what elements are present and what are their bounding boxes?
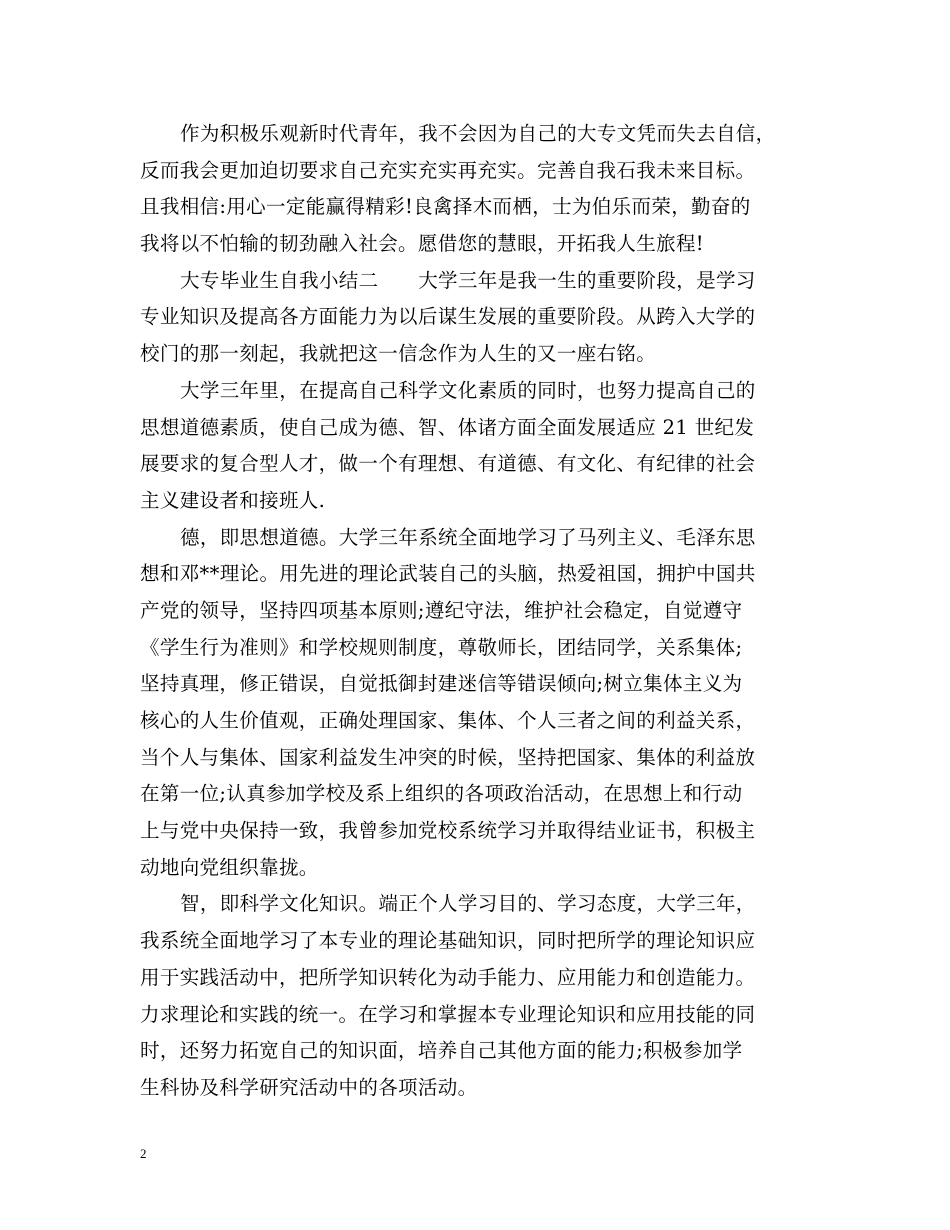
text-line: 坚持真理，修正错误，自觉抵御封建迷信等错误倾向;树立集体主义为	[140, 672, 743, 696]
text-line: 德，即思想道德。大学三年系统全面地学习了马列主义、毛泽东思	[180, 525, 756, 549]
text-line: 展要求的复合型人才，做一个有理想、有道德、有文化、有纪律的社会	[140, 452, 756, 476]
text-line: 大专毕业生自我小结二 大学三年是我一生的重要阶段，是学习	[180, 268, 756, 292]
body-text	[140, 116, 830, 1107]
text-line: 且我相信:用心一定能赢得精彩!良禽择木而栖，士为伯乐而荣，勤奋的	[140, 195, 751, 219]
text-line: 生科协及科学研究活动中的各项活动。	[140, 1075, 478, 1099]
text-line: 主义建设者和接班人.	[140, 488, 326, 512]
text-line: 我系统全面地学习了本专业的理论基础知识，同时把所学的理论知识应	[140, 929, 756, 953]
text-line: 作为积极乐观新时代青年，我不会因为自己的大专文凭而失去自信，	[180, 122, 776, 145]
text-line: 校门的那一刻起，我就把这一信念作为人生的又一座右铭。	[140, 342, 657, 366]
text-line: 大学三年里，在提高自己科学文化素质的同时，也努力提高自己的	[180, 378, 756, 402]
text-line: 产党的领导，坚持四项基本原则;遵纪守法，维护社会稳定，自觉遵守	[140, 598, 743, 622]
text-line: 用于实践活动中，把所学知识转化为动手能力、应用能力和创造能力。	[140, 965, 756, 989]
page-number: 2	[140, 1146, 147, 1161]
text-line: 想和邓**理论。用先进的理论武装自己的头脑，热爱祖国，拥护中国共	[140, 562, 756, 586]
text-line: 智，即科学文化知识。端正个人学习目的、学习态度，大学三年，	[180, 892, 756, 916]
text-line: 力求理论和实践的统一。在学习和掌握本专业理论知识和应用技能的同	[140, 1002, 756, 1026]
text-line: 反而我会更加迫切要求自己充实充实再充实。完善自我石我未来目标。	[140, 158, 756, 182]
text-line: 思想道德素质，使自己成为德、智、体诸方面全面发展适应 21 世纪发	[140, 415, 755, 439]
text-line: 在第一位;认真参加学校及系上组织的各项政治活动，在思想上和行动	[140, 782, 743, 806]
text-line: 时，还努力拓宽自己的知识面，培养自己其他方面的能力;积极参加学	[140, 1039, 743, 1063]
text-line: 《学生行为准则》和学校规则制度，尊敬师长，团结同学，关系集体;	[140, 635, 743, 659]
text-line: 上与党中央保持一致，我曾参加党校系统学习并取得结业证书，积极主	[140, 819, 756, 843]
text-line: 当个人与集体、国家利益发生冲突的时候，坚持把国家、集体的利益放	[140, 745, 756, 769]
text-line: 动地向党组织靠拢。	[140, 855, 319, 879]
text-line: 专业知识及提高各方面能力为以后谋生发展的重要阶段。从跨入大学的	[140, 305, 756, 329]
text-line: 核心的人生价值观，正确处理国家、集体、个人三者之间的利益关系，	[140, 709, 756, 732]
text-line: 我将以不怕输的韧劲融入社会。愿借您的慧眼，开拓我人生旅程!	[140, 232, 704, 256]
